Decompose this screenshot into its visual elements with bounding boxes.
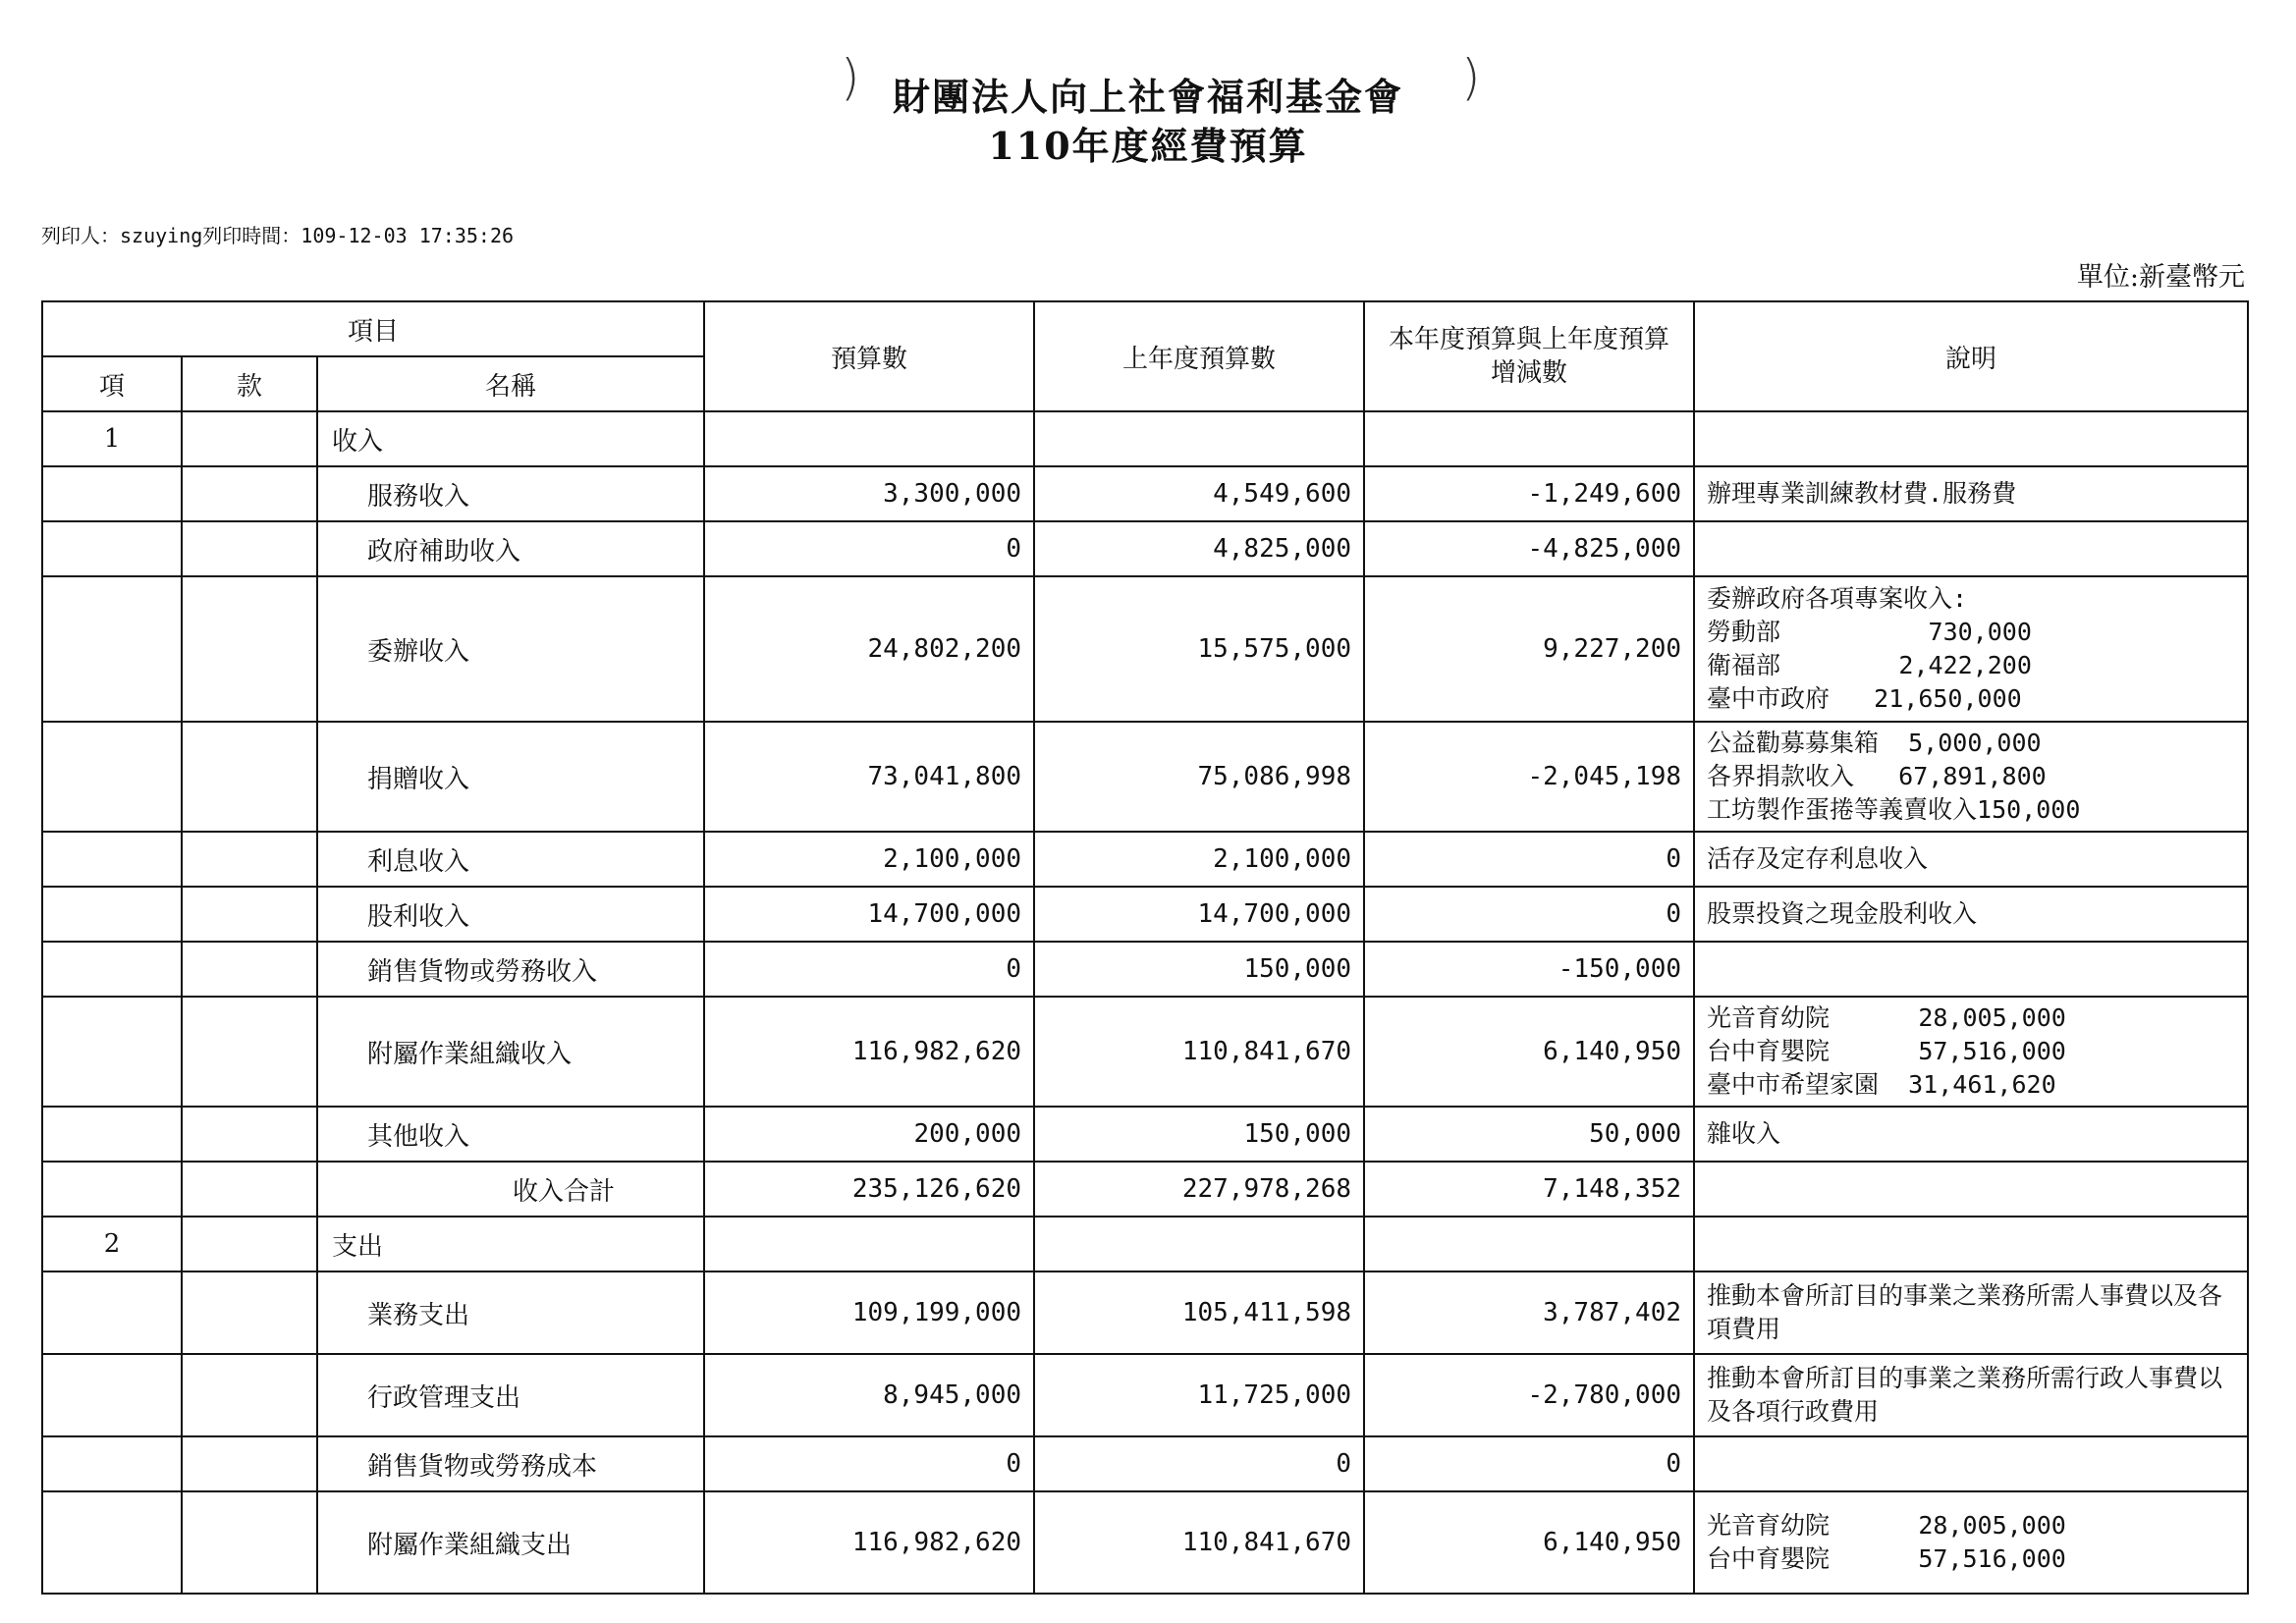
cell-note — [1694, 832, 2248, 887]
cell-last-year: 4,549,600 — [1034, 466, 1364, 521]
cell-last-year: 75,086,998 — [1034, 722, 1364, 832]
table-row — [42, 1217, 2248, 1271]
cell-note — [1694, 1491, 2248, 1594]
table-row — [42, 521, 2248, 576]
cell-diff: 0 — [1364, 887, 1694, 942]
cell-kuan — [182, 1354, 317, 1436]
cell-name: 附屬作業組織支出 — [317, 1491, 704, 1594]
cell-last-year: 110,841,670 — [1034, 1491, 1364, 1594]
cell-budget: 235,126,620 — [704, 1162, 1034, 1217]
table-row — [42, 576, 2248, 722]
cell-diff — [1364, 411, 1694, 466]
cell-last-year: 150,000 — [1034, 1107, 1364, 1162]
cell-kuan — [182, 1162, 317, 1217]
right-bracket-mark: ) — [1461, 49, 1481, 106]
cell-diff: 6,140,950 — [1364, 997, 1694, 1107]
cell-budget: 73,041,800 — [704, 722, 1034, 832]
cell-note — [1694, 1162, 2248, 1217]
cell-xiang — [42, 1162, 182, 1217]
cell-budget: 109,199,000 — [704, 1271, 1034, 1354]
cell-xiang: 1 — [42, 411, 182, 466]
header-kuan: 款 — [182, 356, 317, 411]
cell-diff: 7,148,352 — [1364, 1162, 1694, 1217]
table-row — [42, 1354, 2248, 1436]
cell-diff: -2,045,198 — [1364, 722, 1694, 832]
cell-diff: 50,000 — [1364, 1107, 1694, 1162]
cell-budget: 116,982,620 — [704, 997, 1034, 1107]
cell-note — [1694, 466, 2248, 521]
note-line: 推動本會所訂目的事業之業務所需人事費以及各項費用 — [1707, 1281, 2223, 1343]
table-row — [42, 1271, 2248, 1354]
cell-last-year: 14,700,000 — [1034, 887, 1364, 942]
cell-name: 政府補助收入 — [317, 521, 704, 576]
cell-kuan — [182, 576, 317, 722]
note-line: 光音育幼院 28,005,000 — [1707, 1003, 2066, 1032]
table-row — [42, 722, 2248, 832]
cell-last-year: 110,841,670 — [1034, 997, 1364, 1107]
header-name: 名稱 — [317, 356, 704, 411]
cell-xiang — [42, 1436, 182, 1491]
cell-last-year: 150,000 — [1034, 942, 1364, 997]
cell-budget — [704, 1217, 1034, 1271]
cell-note — [1694, 1107, 2248, 1162]
header-budget: 預算數 — [704, 301, 1034, 411]
cell-xiang — [42, 521, 182, 576]
note-line: 臺中市政府 21,650,000 — [1707, 684, 2022, 713]
table-row — [42, 1491, 2248, 1594]
cell-budget: 0 — [704, 1436, 1034, 1491]
cell-diff: -2,780,000 — [1364, 1354, 1694, 1436]
cell-name: 服務收入 — [317, 466, 704, 521]
cell-diff: -150,000 — [1364, 942, 1694, 997]
note-line: 台中育嬰院 57,516,000 — [1707, 1037, 2066, 1065]
cell-last-year: 15,575,000 — [1034, 576, 1364, 722]
cell-budget: 8,945,000 — [704, 1354, 1034, 1436]
cell-xiang — [42, 1271, 182, 1354]
cell-budget: 2,100,000 — [704, 832, 1034, 887]
cell-kuan — [182, 466, 317, 521]
cell-last-year: 11,725,000 — [1034, 1354, 1364, 1436]
note-line: 光音育幼院 28,005,000 — [1707, 1511, 2066, 1540]
printer-info: 列印人：szuying列印時間：109-12-03 17:35:26 — [41, 224, 515, 247]
cell-diff: 0 — [1364, 832, 1694, 887]
table-row — [42, 1436, 2248, 1491]
cell-xiang — [42, 1491, 182, 1594]
cell-last-year: 227,978,268 — [1034, 1162, 1364, 1217]
header-diff: 本年度預算與上年度預算增減數 — [1364, 301, 1694, 411]
cell-note — [1694, 997, 2248, 1107]
cell-name: 附屬作業組織收入 — [317, 997, 704, 1107]
header-last-year: 上年度預算數 — [1034, 301, 1364, 411]
cell-note — [1694, 1217, 2248, 1271]
header-xiang: 項 — [42, 356, 182, 411]
note-line: 公益勸募募集箱 5,000,000 — [1707, 729, 2042, 757]
cell-note — [1694, 1354, 2248, 1436]
cell-diff: 0 — [1364, 1436, 1694, 1491]
cell-budget: 116,982,620 — [704, 1491, 1034, 1594]
table-row — [42, 411, 2248, 466]
note-line: 台中育嬰院 57,516,000 — [1707, 1544, 2066, 1573]
note-line: 委辦政府各項專案收入: — [1707, 584, 1968, 613]
budget-title: 110年度經費預算 — [988, 124, 1308, 168]
cell-kuan — [182, 1217, 317, 1271]
cell-xiang — [42, 942, 182, 997]
table-row — [42, 1162, 2248, 1217]
cell-kuan — [182, 722, 317, 832]
cell-kuan — [182, 1107, 317, 1162]
cell-name: 委辦收入 — [317, 576, 704, 722]
cell-name: 銷售貨物或勞務成本 — [317, 1436, 704, 1491]
left-bracket-mark: ) — [841, 49, 860, 106]
cell-kuan — [182, 832, 317, 887]
note-line: 衛福部 2,422,200 — [1707, 651, 2032, 679]
cell-kuan — [182, 942, 317, 997]
cell-last-year: 0 — [1034, 1436, 1364, 1491]
cell-last-year — [1034, 411, 1364, 466]
table-row — [42, 1107, 2248, 1162]
cell-xiang — [42, 466, 182, 521]
cell-diff: -1,249,600 — [1364, 466, 1694, 521]
cell-last-year: 2,100,000 — [1034, 832, 1364, 887]
cell-budget: 24,802,200 — [704, 576, 1034, 722]
cell-xiang — [42, 722, 182, 832]
cell-kuan — [182, 887, 317, 942]
note-line: 各界捐款收入 67,891,800 — [1707, 762, 2047, 790]
table-row — [42, 887, 2248, 942]
cell-name: 其他收入 — [317, 1107, 704, 1162]
note-line: 雜收入 — [1707, 1119, 1781, 1148]
note-line: 股票投資之現金股利收入 — [1707, 899, 1978, 928]
cell-note — [1694, 1436, 2248, 1491]
cell-note — [1694, 576, 2248, 722]
cell-name: 捐贈收入 — [317, 722, 704, 832]
cell-name: 股利收入 — [317, 887, 704, 942]
cell-xiang: 2 — [42, 1217, 182, 1271]
cell-name: 銷售貨物或勞務收入 — [317, 942, 704, 997]
note-line: 臺中市希望家園 31,461,620 — [1707, 1070, 2056, 1099]
cell-note — [1694, 722, 2248, 832]
note-line: 辦理專業訓練教材費.服務費 — [1707, 479, 2017, 508]
cell-last-year: 4,825,000 — [1034, 521, 1364, 576]
cell-name: 支出 — [317, 1217, 704, 1271]
budget-table — [41, 300, 2249, 1595]
cell-budget: 0 — [704, 942, 1034, 997]
header-item-group: 項目 — [42, 301, 704, 356]
header-note: 說明 — [1694, 301, 2248, 411]
table-row — [42, 466, 2248, 521]
table-row — [42, 832, 2248, 887]
cell-note — [1694, 1271, 2248, 1354]
note-line: 推動本會所訂目的事業之業務所需行政人事費以及各項行政費用 — [1707, 1364, 2223, 1426]
cell-kuan — [182, 1271, 317, 1354]
cell-note — [1694, 942, 2248, 997]
table-body — [42, 411, 2248, 1594]
cell-diff: 9,227,200 — [1364, 576, 1694, 722]
cell-budget: 3,300,000 — [704, 466, 1034, 521]
cell-xiang — [42, 887, 182, 942]
cell-budget: 0 — [704, 521, 1034, 576]
note-line: 工坊製作蛋捲等義賣收入150,000 — [1707, 795, 2081, 824]
cell-diff: 6,140,950 — [1364, 1491, 1694, 1594]
org-title: 財團法人向上社會福利基金會 — [892, 75, 1403, 119]
cell-kuan — [182, 1491, 317, 1594]
cell-last-year: 105,411,598 — [1034, 1271, 1364, 1354]
cell-diff: 3,787,402 — [1364, 1271, 1694, 1354]
cell-name: 利息收入 — [317, 832, 704, 887]
cell-diff — [1364, 1217, 1694, 1271]
cell-name: 收入 — [317, 411, 704, 466]
cell-budget — [704, 411, 1034, 466]
cell-xiang — [42, 832, 182, 887]
cell-xiang — [42, 997, 182, 1107]
cell-xiang — [42, 1107, 182, 1162]
cell-budget: 200,000 — [704, 1107, 1034, 1162]
cell-diff: -4,825,000 — [1364, 521, 1694, 576]
cell-last-year — [1034, 1217, 1364, 1271]
table-row — [42, 997, 2248, 1107]
currency-unit: 單位:新臺幣元 — [2076, 262, 2245, 293]
cell-name: 行政管理支出 — [317, 1354, 704, 1436]
cell-kuan — [182, 521, 317, 576]
cell-kuan — [182, 1436, 317, 1491]
cell-kuan — [182, 411, 317, 466]
note-line: 活存及定存利息收入 — [1707, 844, 1929, 873]
cell-name: 收入合計 — [317, 1162, 704, 1217]
cell-name: 業務支出 — [317, 1271, 704, 1354]
table-row — [42, 942, 2248, 997]
cell-xiang — [42, 576, 182, 722]
cell-note — [1694, 411, 2248, 466]
cell-budget: 14,700,000 — [704, 887, 1034, 942]
cell-xiang — [42, 1354, 182, 1436]
cell-kuan — [182, 997, 317, 1107]
note-line: 勞動部 730,000 — [1707, 618, 2032, 646]
cell-note — [1694, 887, 2248, 942]
cell-note — [1694, 521, 2248, 576]
